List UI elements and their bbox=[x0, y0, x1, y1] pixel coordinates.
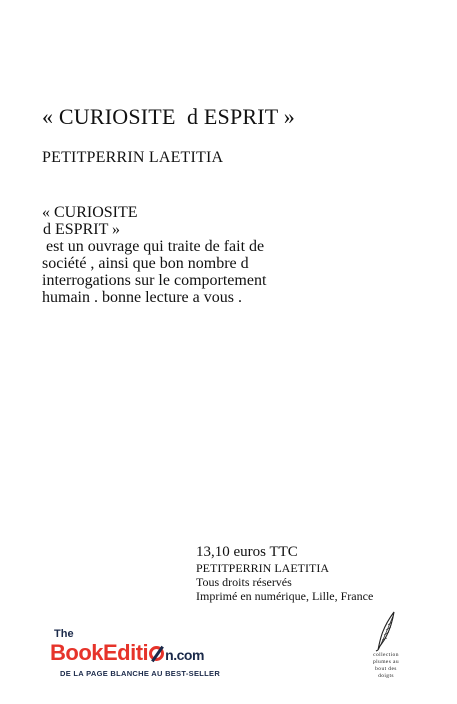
price: 13,10 euros TTC bbox=[196, 544, 298, 560]
colophon-author: PETITPERRIN LAETITIA bbox=[196, 561, 329, 575]
book-author: PETITPERRIN LAETITIA bbox=[42, 149, 224, 166]
description-line: d ESPRIT » bbox=[43, 221, 121, 238]
logo-the: The bbox=[54, 628, 74, 640]
collection-line: plumes au bbox=[372, 659, 400, 665]
description-line: société , ainsi que bon nombre d bbox=[42, 255, 249, 272]
collection-line: doigts bbox=[378, 673, 394, 679]
logo-name: BookEditi bbox=[50, 640, 149, 665]
book-description bbox=[42, 204, 266, 306]
description-line: interrogations sur le comportement bbox=[42, 272, 267, 289]
logo-tagline: DE LA PAGE BLANCHE AU BEST-SELLER bbox=[60, 669, 221, 678]
collection-line: collection bbox=[373, 652, 399, 658]
logo-suffix: n.com bbox=[165, 647, 204, 663]
bookedition-logo bbox=[50, 628, 250, 686]
logo-wordmark bbox=[50, 640, 204, 666]
quill-pen-icon bbox=[372, 610, 400, 652]
colophon bbox=[196, 543, 373, 603]
logo-o-icon bbox=[149, 646, 164, 661]
description-line: humain . bonne lecture a vous . bbox=[42, 289, 242, 306]
rights-notice: Tous droits réservés bbox=[196, 575, 292, 589]
print-location: Imprimé en numérique, Lille, France bbox=[196, 589, 374, 603]
collection-mark bbox=[366, 610, 406, 680]
description-line: est un ouvrage qui traite de fait de bbox=[42, 238, 265, 255]
collection-line: bout des bbox=[375, 666, 397, 672]
description-line: « CURIOSITE bbox=[42, 204, 138, 221]
book-title: « CURIOSITE d ESPRIT » bbox=[42, 104, 295, 129]
